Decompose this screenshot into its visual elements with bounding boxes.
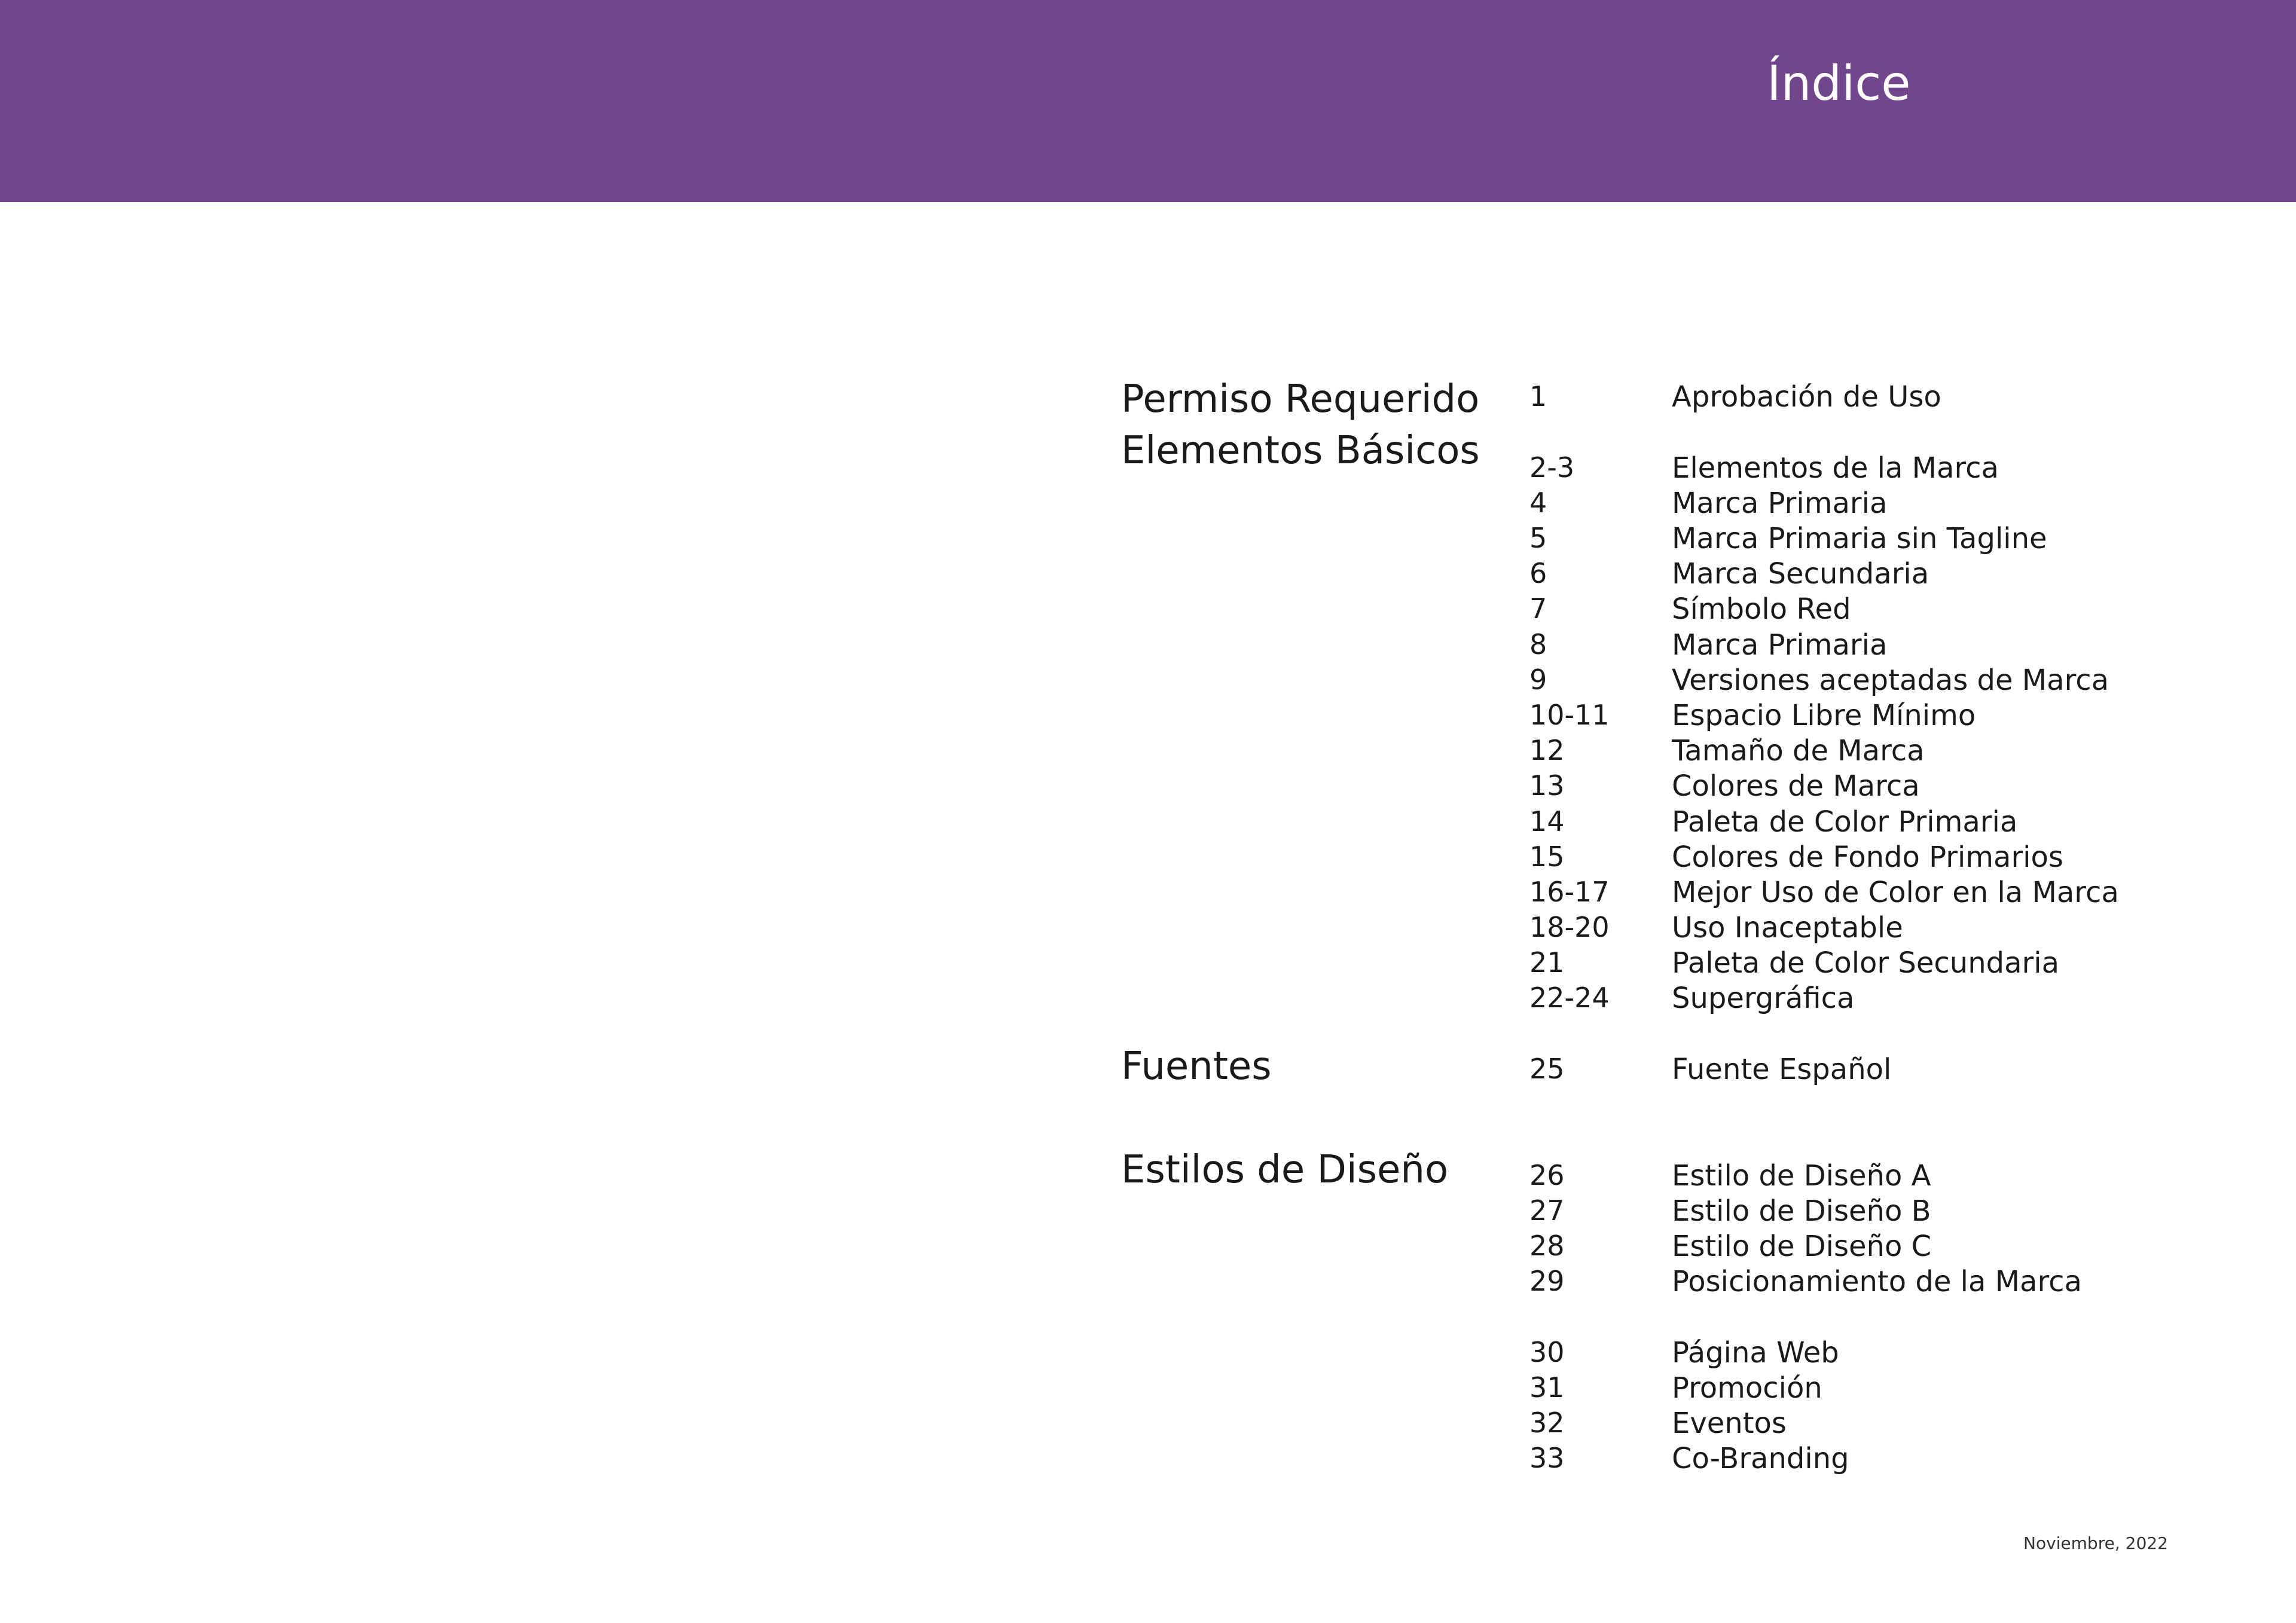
- toc-entry-label: Eventos: [1672, 1407, 1787, 1440]
- toc-entry-label: Elementos de la Marca: [1672, 451, 1999, 485]
- toc-entry-label: Fuente Español: [1672, 1053, 1892, 1086]
- toc-entry-number: 32: [1529, 1407, 1565, 1439]
- toc-entry-number: 25: [1529, 1053, 1565, 1085]
- toc-entry-number: 4: [1529, 487, 1547, 519]
- toc-entry-label: Colores de Fondo Primarios: [1672, 840, 2063, 874]
- toc-entry-label: Uso Inaceptable: [1672, 911, 1903, 945]
- toc-entry-number: 10-11: [1529, 699, 1610, 731]
- toc-entry-number: 30: [1529, 1336, 1565, 1368]
- toc-entry-number: 18-20: [1529, 911, 1610, 943]
- toc-entry-label: Estilo de Diseño B: [1672, 1194, 1931, 1228]
- toc-entry-label: Co-Branding: [1672, 1442, 1849, 1475]
- toc-entry-number: 29: [1529, 1265, 1565, 1297]
- toc-entry-label: Promoción: [1672, 1371, 1822, 1405]
- toc-entry-label: Página Web: [1672, 1336, 1839, 1370]
- toc-entry-number: 33: [1529, 1442, 1565, 1474]
- page-title: Índice: [1767, 56, 1911, 111]
- toc-entry-label: Tamaño de Marca: [1672, 734, 1925, 768]
- toc-entry-label: Supergráfica: [1672, 982, 1855, 1015]
- section-title-estilos: Estilos de Diseño: [1121, 1148, 1449, 1192]
- footer-date: Noviembre, 2022: [2023, 1533, 2168, 1553]
- toc-entry-number: 6: [1529, 557, 1547, 589]
- toc-entry-number: 7: [1529, 592, 1547, 625]
- toc-entry-label: Símbolo Red: [1672, 592, 1851, 626]
- toc-entry-number: 5: [1529, 522, 1547, 554]
- toc-entry-number: 14: [1529, 805, 1565, 838]
- toc-entry-label: Estilo de Diseño A: [1672, 1159, 1931, 1193]
- toc-entry-number: 8: [1529, 628, 1547, 661]
- toc-entry-number: 15: [1529, 840, 1565, 873]
- toc-entry-number: 12: [1529, 734, 1565, 766]
- toc-entry-label: Marca Secundaria: [1672, 557, 1929, 591]
- toc-entry-label: Marca Primaria sin Tagline: [1672, 522, 2047, 555]
- toc-entry-label: Versiones aceptadas de Marca: [1672, 664, 2109, 697]
- toc-entry-label: Colores de Marca: [1672, 769, 1920, 803]
- toc-entry-label: Marca Primaria: [1672, 628, 1888, 662]
- toc-entry-label: Estilo de Diseño C: [1672, 1230, 1932, 1263]
- toc-entry-number: 27: [1529, 1194, 1565, 1227]
- header-band: [0, 0, 2296, 202]
- toc-entry-number: 16-17: [1529, 876, 1610, 908]
- toc-entry-label: Posicionamiento de la Marca: [1672, 1265, 2082, 1298]
- toc-entry-number: 22-24: [1529, 982, 1610, 1014]
- toc-entry-number: 28: [1529, 1230, 1565, 1262]
- toc-entry-label: Paleta de Color Primaria: [1672, 805, 2018, 839]
- toc-entry-label: Espacio Libre Mínimo: [1672, 699, 1976, 732]
- toc-entry-number: 1: [1529, 380, 1547, 412]
- section-title-elementos: Elementos Básicos: [1121, 429, 1480, 473]
- toc-entry-number: 26: [1529, 1159, 1565, 1191]
- toc-entry-number: 13: [1529, 769, 1565, 802]
- toc-entry-label: Mejor Uso de Color en la Marca: [1672, 876, 2119, 909]
- toc-entry-number: 31: [1529, 1371, 1565, 1404]
- toc-entry-label: Aprobación de Uso: [1672, 380, 1941, 414]
- toc-entry-label: Paleta de Color Secundaria: [1672, 946, 2059, 980]
- section-title-fuentes: Fuentes: [1121, 1044, 1272, 1089]
- toc-entry-number: 2-3: [1529, 451, 1575, 484]
- toc-entry-number: 9: [1529, 664, 1547, 696]
- section-title-permiso: Permiso Requerido: [1121, 377, 1480, 421]
- toc-entry-number: 21: [1529, 946, 1565, 979]
- toc-entry-label: Marca Primaria: [1672, 487, 1888, 520]
